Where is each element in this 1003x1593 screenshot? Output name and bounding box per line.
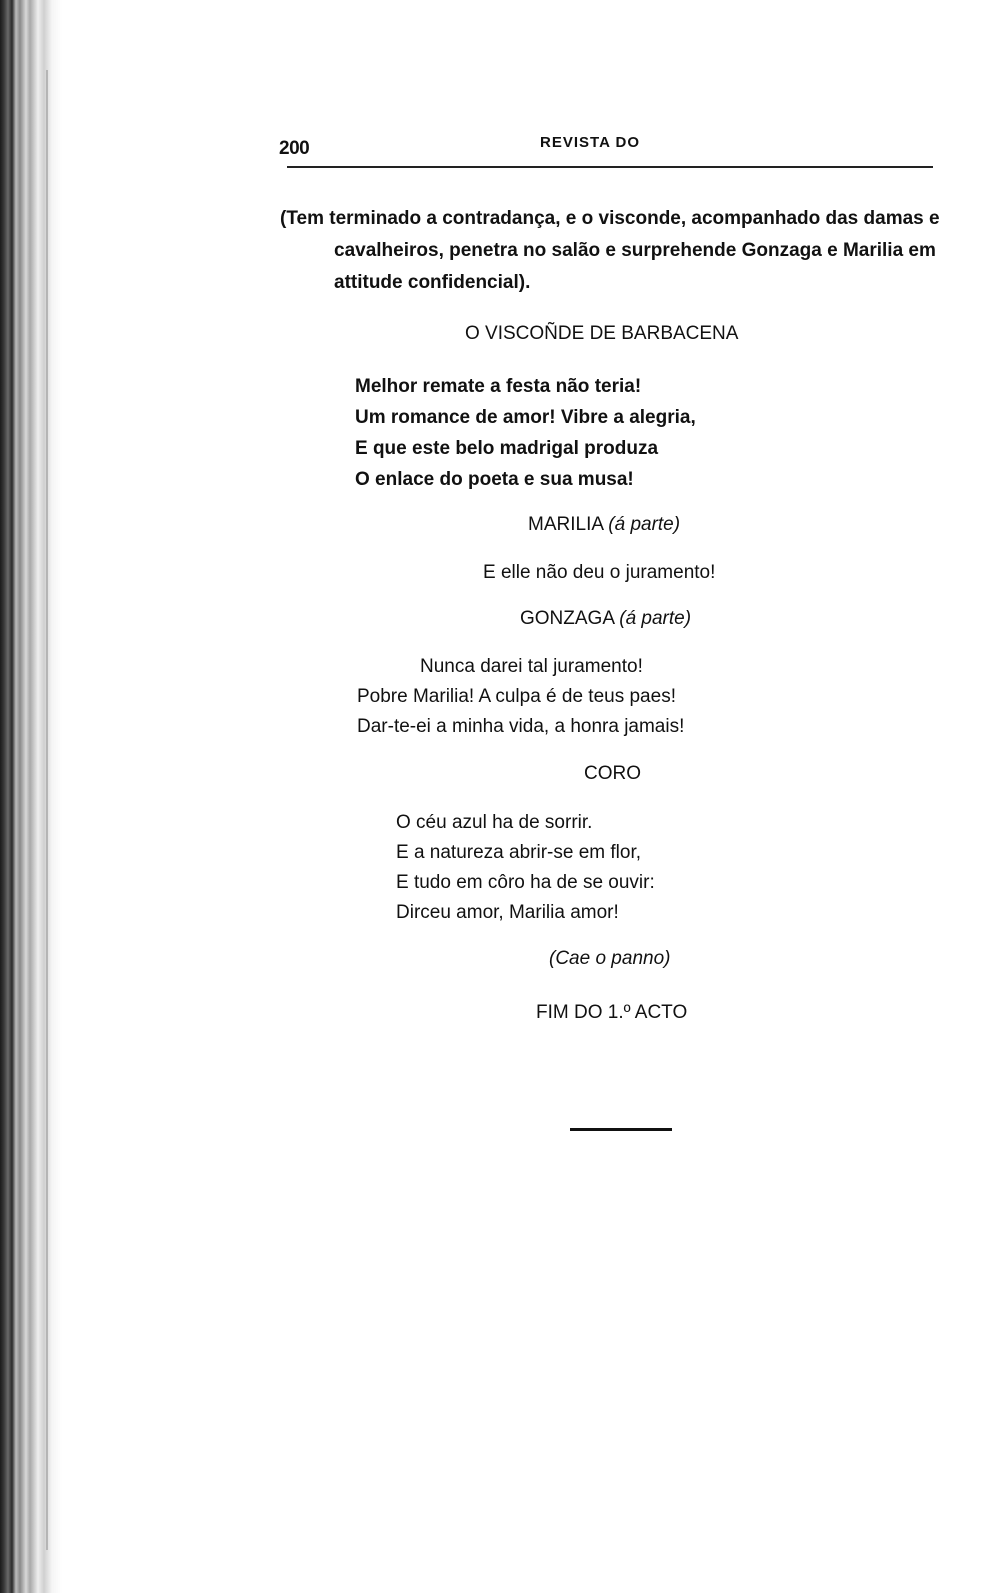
curtain-direction: (Cae o panno) xyxy=(549,948,671,969)
verse-line: Dar-te-ei a minha vida, a honra jamais! xyxy=(357,716,685,737)
verse-line: E que este belo madrigal produza xyxy=(355,438,659,459)
running-title: REVISTA DO xyxy=(540,134,641,151)
verse-line: Pobre Marilia! A culpa é de teus paes! xyxy=(357,686,676,707)
speaker-visconde: O VISCOÑDE DE BARBACENA xyxy=(465,323,739,344)
page-number: 200 xyxy=(279,138,310,159)
speaker-name: GONZAGA xyxy=(520,608,614,629)
stage-direction-line: cavalheiros, penetra no salão e surprehende Gonzaga e Marilia em xyxy=(334,240,936,261)
header-rule xyxy=(287,166,933,168)
speaker-coro: CORO xyxy=(584,763,641,784)
act-end: FIM DO 1.º ACTO xyxy=(536,1002,688,1023)
speaker-gonzaga xyxy=(520,608,691,630)
verse-line: E tudo em côro ha de se ouvir: xyxy=(396,872,655,893)
stage-direction-line: (Tem terminado a contradança, e o visconde, acompanhado das damas e xyxy=(280,208,940,229)
verse-line: Nunca darei tal juramento! xyxy=(420,656,643,677)
verse-line: O enlace do poeta e sua musa! xyxy=(355,469,634,490)
end-rule xyxy=(570,1128,672,1131)
verse-line: Dirceu amor, Marilia amor! xyxy=(396,902,619,923)
verse-line: Melhor remate a festa não teria! xyxy=(355,376,642,397)
stage-direction-line: attitude confidencial). xyxy=(334,272,531,293)
verse-line: O céu azul ha de sorrir. xyxy=(396,812,593,833)
speaker-name: MARILIA xyxy=(528,514,603,535)
speaker-marilia xyxy=(528,514,680,536)
verse-line: E a natureza abrir-se em flor, xyxy=(396,842,641,863)
aside-note: (á parte) xyxy=(608,514,681,535)
verse-line: E elle não deu o juramento! xyxy=(483,562,716,583)
aside-note: (á parte) xyxy=(619,608,692,629)
verse-line: Um romance de amor! Vibre a alegria, xyxy=(355,407,696,428)
